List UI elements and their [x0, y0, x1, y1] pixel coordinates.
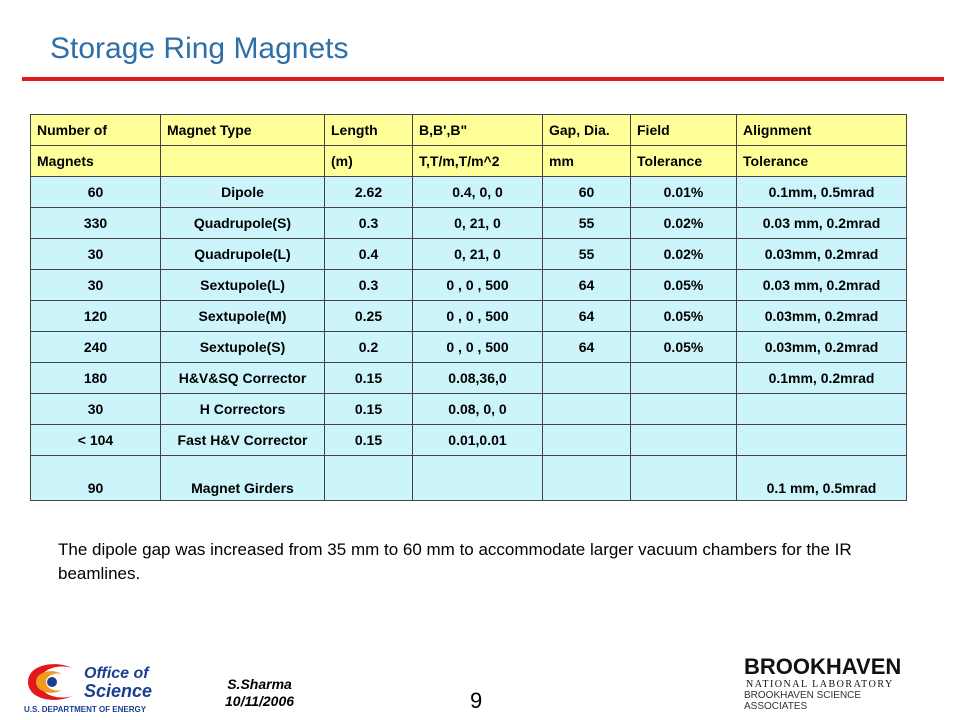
- table-cell: Sextupole(S): [161, 332, 325, 363]
- table-row: [31, 177, 907, 208]
- table-cell: 55: [543, 208, 631, 239]
- bsa-block: [744, 690, 914, 712]
- bnl-sub: NATIONAL LABORATORY: [746, 679, 894, 690]
- table-cell: H Correctors: [161, 394, 325, 425]
- table-cell: 120: [31, 301, 161, 332]
- table-cell: 0 , 0 , 500: [413, 301, 543, 332]
- table-cell: Dipole: [161, 177, 325, 208]
- table-cell: 30: [31, 270, 161, 301]
- table-cell: 330: [31, 208, 161, 239]
- table-cell: 30: [31, 394, 161, 425]
- table-cell: 30: [31, 239, 161, 270]
- table-row: [31, 270, 907, 301]
- table-cell: [543, 363, 631, 394]
- header-cell: Tolerance: [737, 146, 907, 177]
- table-cell: 0.05%: [631, 301, 737, 332]
- table-cell: [325, 456, 413, 501]
- table-row: [31, 394, 907, 425]
- science-swirl-icon: [28, 664, 72, 700]
- table-cell: 240: [31, 332, 161, 363]
- table-cell: [543, 425, 631, 456]
- author-block: [225, 676, 294, 710]
- table-cell: 64: [543, 301, 631, 332]
- table-cell: 0, 21, 0: [413, 208, 543, 239]
- bsa-line2: ASSOCIATES: [744, 701, 808, 712]
- title-rule: [22, 77, 944, 81]
- table-cell: 0.1mm, 0.2mrad: [737, 363, 907, 394]
- table-cell: 0 , 0 , 500: [413, 270, 543, 301]
- table-row: [31, 363, 907, 394]
- header-cell: [161, 146, 325, 177]
- header-cell: Magnet Type: [161, 115, 325, 146]
- table-cell: [737, 394, 907, 425]
- table-cell: H&V&SQ Corrector: [161, 363, 325, 394]
- table-cell: [631, 456, 737, 501]
- office-of-science-logo: [22, 652, 212, 714]
- table-cell: 64: [543, 270, 631, 301]
- table-cell: Sextupole(L): [161, 270, 325, 301]
- header-cell: Tolerance: [631, 146, 737, 177]
- table-cell: 60: [31, 177, 161, 208]
- table-cell: 0.05%: [631, 270, 737, 301]
- bsa-line1: BROOKHAVEN SCIENCE: [744, 690, 862, 701]
- table-cell: 0.15: [325, 394, 413, 425]
- table-cell: Quadrupole(S): [161, 208, 325, 239]
- table-row: [31, 332, 907, 363]
- table-cell: < 104: [31, 425, 161, 456]
- table-cell: 0.1mm, 0.5mrad: [737, 177, 907, 208]
- table-row: [31, 456, 907, 501]
- table-cell: 0.3: [325, 270, 413, 301]
- table-cell: Magnet Girders: [161, 456, 325, 501]
- table-cell: 0.03mm, 0.2mrad: [737, 332, 907, 363]
- header-cell: Length: [325, 115, 413, 146]
- table-cell: 0.1 mm, 0.5mrad: [737, 456, 907, 501]
- table-cell: 0.3: [325, 208, 413, 239]
- table-cell: 0, 21, 0: [413, 239, 543, 270]
- table-cell: 0.05%: [631, 332, 737, 363]
- table-cell: 2.62: [325, 177, 413, 208]
- doe-text: U.S. DEPARTMENT OF ENERGY: [24, 705, 147, 714]
- office-line2: Science: [84, 681, 153, 701]
- table-cell: 0.15: [325, 363, 413, 394]
- table-cell: 0.03 mm, 0.2mrad: [737, 208, 907, 239]
- header-cell: mm: [543, 146, 631, 177]
- table-cell: [631, 425, 737, 456]
- brookhaven-logo: [740, 650, 910, 690]
- table-cell: 0.2: [325, 332, 413, 363]
- header-row-2: [31, 146, 907, 177]
- table-cell: Sextupole(M): [161, 301, 325, 332]
- header-cell: T,T/m,T/m^2: [413, 146, 543, 177]
- table-cell: 90: [31, 456, 161, 501]
- table-cell: 0.4: [325, 239, 413, 270]
- header-cell: Magnets: [31, 146, 161, 177]
- table-cell: 55: [543, 239, 631, 270]
- table-cell: 0.02%: [631, 239, 737, 270]
- table-cell: 0.15: [325, 425, 413, 456]
- table-cell: 0.01%: [631, 177, 737, 208]
- table-row: [31, 425, 907, 456]
- table-cell: 0.03 mm, 0.2mrad: [737, 270, 907, 301]
- table-cell: 180: [31, 363, 161, 394]
- table-cell: Fast H&V Corrector: [161, 425, 325, 456]
- page-number: 9: [470, 688, 483, 713]
- table-cell: [631, 394, 737, 425]
- table-row: [31, 301, 907, 332]
- table-row: [31, 208, 907, 239]
- table-cell: 0.01,0.01: [413, 425, 543, 456]
- author-name: S.Sharma: [227, 676, 292, 692]
- table-cell: 0.03mm, 0.2mrad: [737, 239, 907, 270]
- table-cell: [737, 425, 907, 456]
- bnl-name: BROOKHAVEN: [744, 654, 902, 679]
- header-cell: B,B',B": [413, 115, 543, 146]
- table-cell: 0.25: [325, 301, 413, 332]
- table-cell: [543, 456, 631, 501]
- table-cell: [413, 456, 543, 501]
- table-cell: 0.02%: [631, 208, 737, 239]
- header-cell: Field: [631, 115, 737, 146]
- office-line1: Office of: [84, 665, 149, 682]
- header-cell: (m): [325, 146, 413, 177]
- header-cell: Alignment: [737, 115, 907, 146]
- table-cell: 0.08,36,0: [413, 363, 543, 394]
- table-cell: [543, 394, 631, 425]
- table-cell: [631, 363, 737, 394]
- page-title: Storage Ring Magnets: [50, 32, 349, 65]
- table-cell: 0.03mm, 0.2mrad: [737, 301, 907, 332]
- table-cell: Quadrupole(L): [161, 239, 325, 270]
- header-cell: Gap, Dia.: [543, 115, 631, 146]
- magnets-table: [30, 114, 907, 501]
- header-row-1: [31, 115, 907, 146]
- header-cell: Number of: [31, 115, 161, 146]
- table-cell: 0.4, 0, 0: [413, 177, 543, 208]
- table-cell: 0 , 0 , 500: [413, 332, 543, 363]
- table-row: [31, 239, 907, 270]
- table-cell: 60: [543, 177, 631, 208]
- table-cell: 64: [543, 332, 631, 363]
- author-date: 10/11/2006: [225, 693, 295, 709]
- note-text: The dipole gap was increased from 35 mm to 60 mm to accommodate larger vacuum chambers for the IR beamlines.: [58, 540, 852, 583]
- table-cell: 0.08, 0, 0: [413, 394, 543, 425]
